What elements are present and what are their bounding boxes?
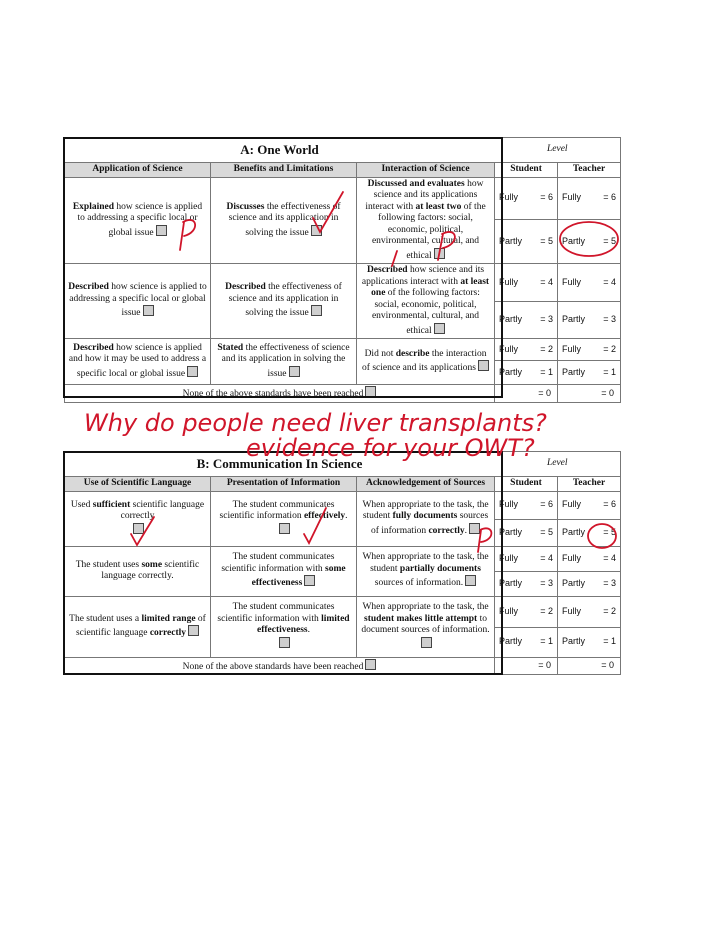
teacher-partly-1: Partly = 1	[558, 627, 621, 657]
criterion-cell: The student uses a limited range of scientific language correctly	[65, 596, 211, 657]
col-header-presentation: Presentation of Information	[211, 476, 357, 491]
criterion-cell: Used sufficient scientific language correctly	[65, 491, 211, 546]
student-fully-6: Fully = 6	[495, 177, 558, 219]
student-partly-1: Partly = 1	[495, 627, 558, 657]
criterion-cell: The student communicates scientific information effectively.	[211, 491, 357, 546]
criterion-cell: When appropriate to the task, the student fully documents sources of information correctly.	[357, 491, 495, 546]
teacher-partly-5: Partly = 5	[558, 519, 621, 546]
criterion-cell: Described how science is applied and how it may be used to address a specific local or global issue	[65, 339, 211, 385]
checkbox[interactable]	[311, 305, 322, 316]
student-fully-4: Fully = 4	[495, 546, 558, 571]
teacher-fully-2: Fully = 2	[558, 596, 621, 627]
teacher-partly-3: Partly = 3	[558, 301, 621, 339]
student-zero: = 0	[495, 385, 558, 403]
criterion-cell: The student communicates scientific information with some effectiveness	[211, 546, 357, 596]
teacher-partly-5: Partly = 5	[558, 219, 621, 263]
checkbox[interactable]	[304, 575, 315, 586]
teacher-fully-6: Fully = 6	[558, 491, 621, 519]
checkbox[interactable]	[311, 225, 322, 236]
teacher-partly-3: Partly = 3	[558, 571, 621, 596]
rubric-b-communication	[64, 451, 621, 675]
criterion-cell: Described the effectiveness of science and its application in solving the issue	[211, 264, 357, 339]
checkbox[interactable]	[143, 305, 154, 316]
checkbox[interactable]	[365, 659, 376, 670]
col-header-teacher: Teacher	[558, 476, 621, 491]
checkbox[interactable]	[133, 523, 144, 534]
checkbox[interactable]	[156, 225, 167, 236]
criterion-cell: The student uses some scientific language correctly.	[65, 546, 211, 596]
teacher-zero: = 0	[558, 385, 621, 403]
checkbox[interactable]	[187, 366, 198, 377]
criterion-cell: When appropriate to the task, the student partially documents sources of information.	[357, 546, 495, 596]
checkbox[interactable]	[465, 575, 476, 586]
criterion-cell: Did not describe the interaction of science and its applications	[357, 339, 495, 385]
criterion-cell: Described how science is applied to addressing a specific local or global issue	[65, 264, 211, 339]
criterion-cell: The student communicates scientific information with limited effectiveness.	[211, 596, 357, 657]
student-fully-2: Fully = 2	[495, 339, 558, 361]
teacher-zero: = 0	[558, 657, 621, 675]
checkbox[interactable]	[421, 637, 432, 648]
teacher-fully-4: Fully = 4	[558, 546, 621, 571]
col-header-sources: Acknowledgement of Sources	[357, 476, 495, 491]
level-label: Level	[495, 452, 621, 477]
checkbox[interactable]	[188, 625, 199, 636]
student-partly-3: Partly = 3	[495, 571, 558, 596]
none-reached-row: None of the above standards have been reached	[65, 657, 495, 675]
criterion-cell: Described how science and its applications interact with at least one of the following factors: social, economic, political, environmental, cultural, and ethical	[357, 264, 495, 339]
student-partly-3: Partly = 3	[495, 301, 558, 339]
student-partly-1: Partly = 1	[495, 361, 558, 385]
criterion-cell: When appropriate to the task, the student makes little attempt to document sources of information.	[357, 596, 495, 657]
level-label: Level	[495, 138, 621, 163]
checkbox[interactable]	[279, 523, 290, 534]
criterion-cell: Discusses the effectiveness of science and its application in solving the issue	[211, 177, 357, 264]
handwritten-question: Why do people need liver transplants?	[84, 409, 547, 437]
col-header-benefits: Benefits and Limitations	[211, 162, 357, 177]
checkbox[interactable]	[289, 366, 300, 377]
student-fully-4: Fully = 4	[495, 264, 558, 302]
col-header-student: Student	[495, 476, 558, 491]
checkbox[interactable]	[365, 386, 376, 397]
checkbox[interactable]	[469, 523, 480, 534]
student-partly-5: Partly = 5	[495, 519, 558, 546]
criterion-cell: Stated the effectiveness of science and its application in solving the issue	[211, 339, 357, 385]
checkbox[interactable]	[434, 248, 445, 259]
none-reached-row: None of the above standards have been reached	[65, 385, 495, 403]
teacher-fully-4: Fully = 4	[558, 264, 621, 302]
teacher-fully-2: Fully = 2	[558, 339, 621, 361]
col-header-teacher: Teacher	[558, 162, 621, 177]
student-partly-5: Partly = 5	[495, 219, 558, 263]
student-fully-2: Fully = 2	[495, 596, 558, 627]
student-zero: = 0	[495, 657, 558, 675]
section-b-title: B: Communication In Science	[196, 455, 363, 471]
criterion-cell: Discussed and evaluates how science and its applications interact with at least two of the following factors: social, economic, political, environmental, cultural, and ethical	[357, 177, 495, 264]
col-header-student: Student	[495, 162, 558, 177]
section-a-title: A: One World	[240, 141, 319, 157]
teacher-partly-1: Partly = 1	[558, 361, 621, 385]
criterion-cell: Explained how science is applied to addressing a specific local or global issue	[65, 177, 211, 264]
student-fully-6: Fully = 6	[495, 491, 558, 519]
col-header-interaction: Interaction of Science	[357, 162, 495, 177]
col-header-application: Application of Science	[65, 162, 211, 177]
checkbox[interactable]	[434, 323, 445, 334]
teacher-fully-6: Fully = 6	[558, 177, 621, 219]
checkbox[interactable]	[478, 360, 489, 371]
checkbox[interactable]	[279, 637, 290, 648]
rubric-a-one-world	[64, 137, 621, 403]
handwritten-evidence: evidence for your OWT?	[246, 434, 535, 462]
col-header-scientific-language: Use of Scientific Language	[65, 476, 211, 491]
